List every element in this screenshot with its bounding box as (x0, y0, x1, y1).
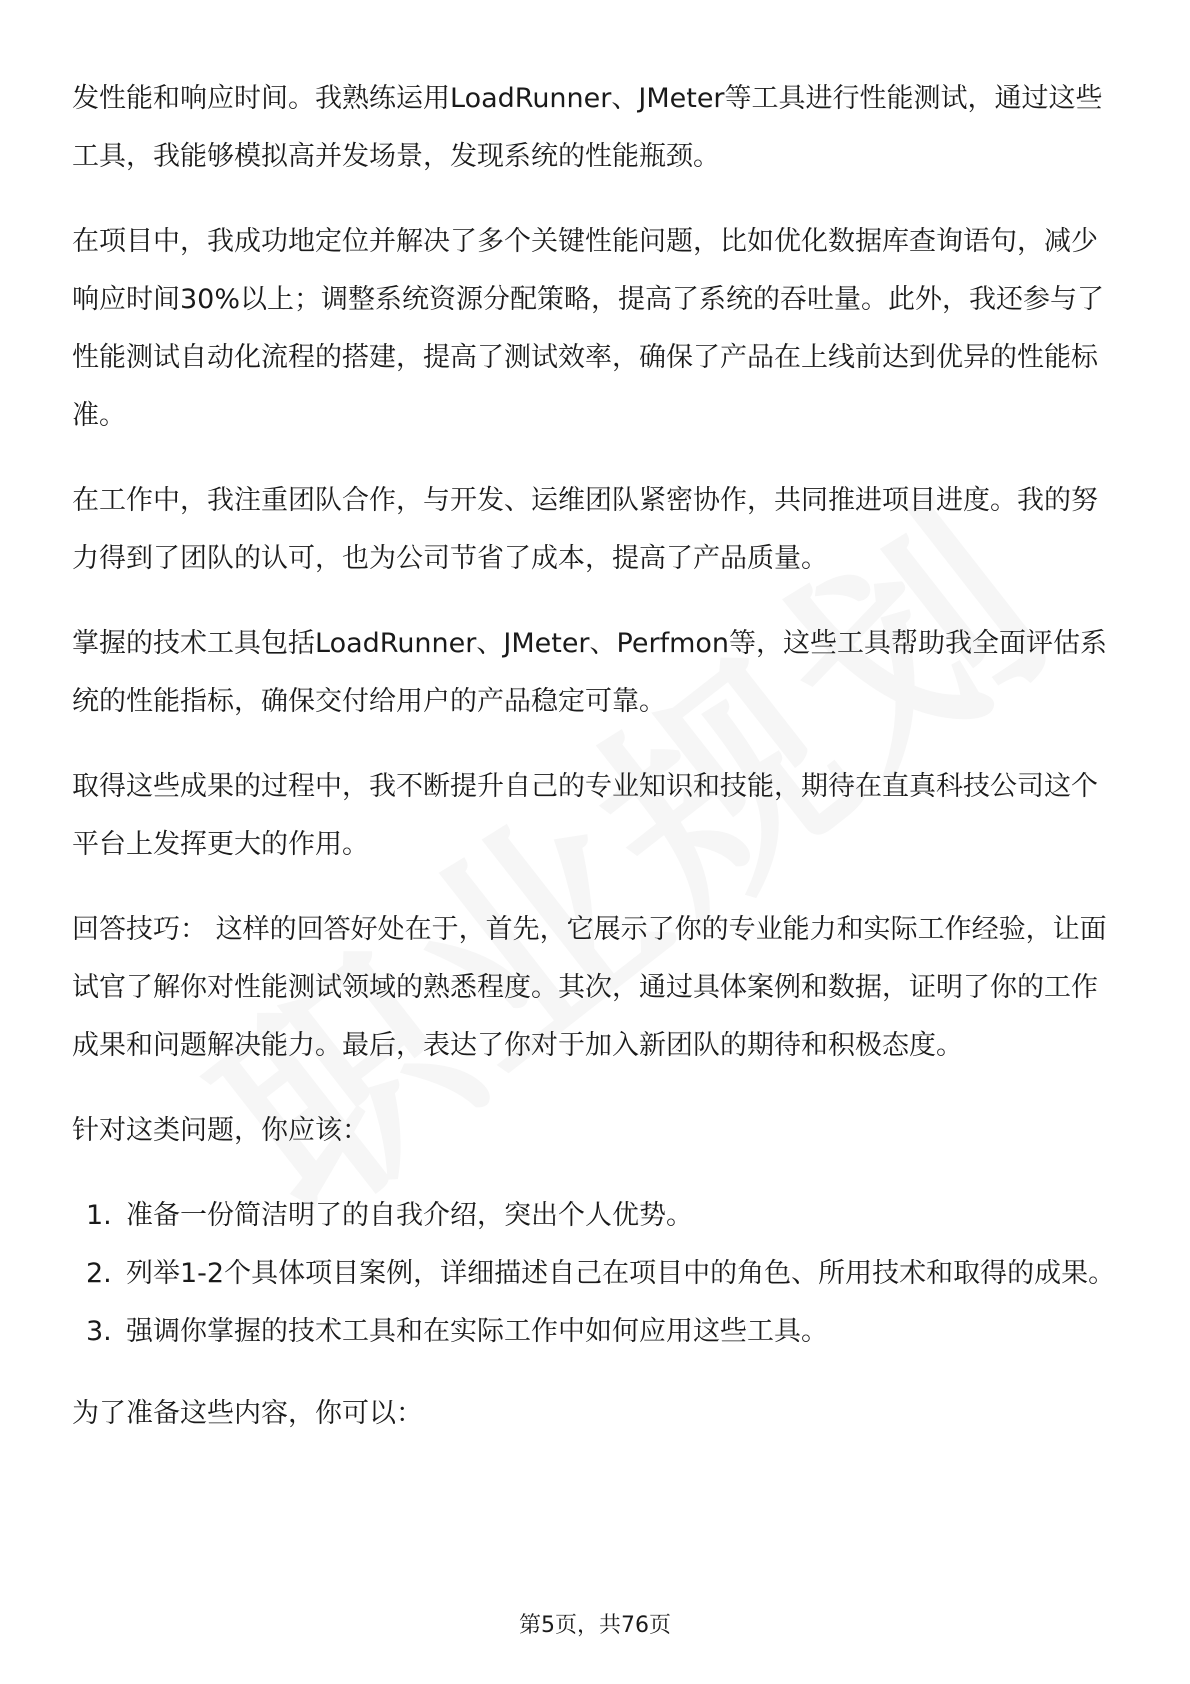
paragraph-advice-intro: 针对这类问题，你应该： (72, 1115, 369, 1146)
list-item (72, 1303, 1122, 1361)
paragraph-intro: 发性能和响应时间。我熟练运用LoadRunner、JMeter等工具进行性能测试，通过这些工具，我能够模拟高并发场景，发现系统的性能瓶颈。 (72, 83, 1103, 172)
list-item-number: 3. (86, 1316, 112, 1347)
advice-list (72, 1187, 1122, 1361)
paragraph-project: 在项目中，我成功地定位并解决了多个关键性能问题，比如优化数据库查询语句，减少响应时间30%以上；调整系统资源分配策略，提高了系统的吞吐量。此外，我还参与了性能测试自动化流程的搭建，提高了测试效率，确保了产品在上线前达到优异的性能标准。 (72, 226, 1105, 431)
paragraph-growth: 取得这些成果的过程中，我不断提升自己的专业知识和技能，期待在直真科技公司这个平台上发挥更大的作用。 (72, 771, 1098, 860)
list-item (72, 1187, 1122, 1245)
list-item (72, 1245, 1122, 1303)
page-number-footer: 第5页，共76页 (519, 1613, 671, 1638)
list-item-text: 强调你掌握的技术工具和在实际工作中如何应用这些工具。 (126, 1316, 828, 1347)
list-item-text: 列举1-2个具体项目案例，详细描述自己在项目中的角色、所用技术和取得的成果。 (126, 1258, 1116, 1289)
page-content (72, 70, 1122, 1470)
list-item-number: 1. (86, 1200, 112, 1231)
list-item-text: 准备一份简洁明了的自我介绍，突出个人优势。 (126, 1200, 693, 1231)
paragraph-teamwork: 在工作中，我注重团队合作，与开发、运维团队紧密协作，共同推进项目进度。我的努力得到了团队的认可，也为公司节省了成本，提高了产品质量。 (72, 485, 1098, 574)
paragraph-tools: 掌握的技术工具包括LoadRunner、JMeter、Perfmon等，这些工具帮助我全面评估系统的性能指标，确保交付给用户的产品稳定可靠。 (72, 628, 1108, 717)
paragraph-closing: 为了准备这些内容，你可以： (72, 1398, 423, 1429)
list-item-number: 2. (86, 1258, 112, 1289)
paragraph-tips: 回答技巧： 这样的回答好处在于，首先，它展示了你的专业能力和实际工作经验，让面试官了解你对性能测试领域的熟悉程度。其次，通过具体案例和数据，证明了你的工作成果和问题解决能力。最后，表达了你对于加入新团队的期待和积极态度。 (72, 914, 1107, 1061)
